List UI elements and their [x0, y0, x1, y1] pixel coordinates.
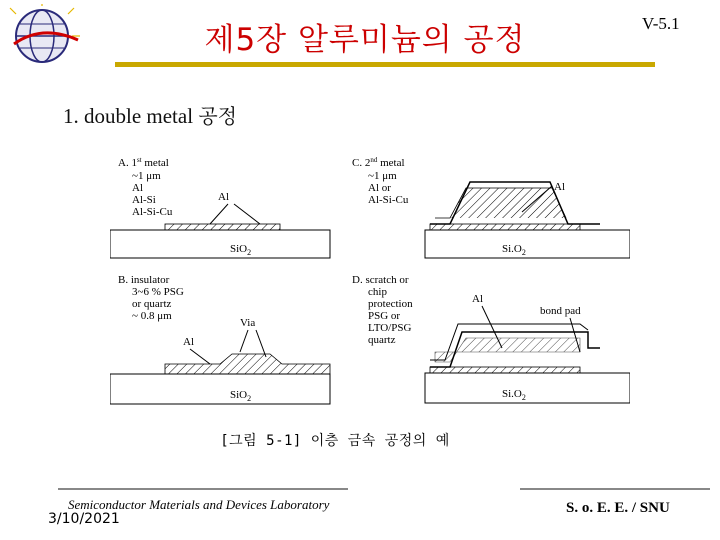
panel-c	[352, 156, 630, 258]
section-heading	[63, 100, 237, 129]
panel-d-line: protection	[368, 298, 413, 310]
panel-c-al-callout: Al	[554, 181, 565, 193]
panel-d-label: D. scratch or	[352, 274, 409, 286]
panel-a-line: Al	[132, 182, 143, 194]
panel-d-bond-pad-callout: bond pad	[540, 305, 581, 317]
panel-b-label: B. insulator	[118, 274, 170, 286]
panel-b	[110, 274, 330, 404]
smdl-globe-logo-icon	[8, 4, 82, 68]
double-metal-process-figure	[110, 152, 630, 410]
panel-d-line: quartz	[368, 334, 396, 346]
panel-d-line: PSG or	[368, 310, 401, 322]
panel-d-substrate: $Si.O_2$	[502, 388, 526, 402]
panel-a-line: Al-Si-Cu	[132, 206, 173, 218]
panel-c-line: Al-Si-Cu	[368, 194, 409, 206]
footer-rule-right	[520, 488, 710, 490]
title-underline	[115, 62, 655, 67]
panel-d-al-callout: Al	[472, 293, 483, 305]
panel-c-line: ~1 μm	[368, 170, 397, 182]
panel-c-line: Al or	[368, 182, 391, 194]
panel-a-label: A. 1st metal	[118, 156, 169, 169]
department-label: S. o. E. E. / SNU	[566, 500, 670, 516]
panel-a-line: ~1 μm	[132, 170, 161, 182]
panel-b-line: ~ 0.8 μm	[132, 310, 172, 322]
slide-title: 제5장 알루미늄의 공정	[204, 22, 526, 58]
section-title-en: double metal	[84, 104, 194, 128]
panel-b-al-callout: Al	[183, 336, 194, 348]
panel-a-line: Al-Si	[132, 194, 156, 206]
panel-b-via-callout: Via	[240, 317, 256, 329]
panel-a-al-callout: Al	[218, 191, 229, 203]
section-number: 1.	[63, 104, 79, 128]
panel-c-label: C. 2nd metal	[352, 156, 405, 169]
panel-b-line: 3~6 % PSG	[132, 286, 184, 298]
lab-name: Semiconductor Materials and Devices Laboratory	[68, 497, 330, 512]
slide-date: 3/10/2021	[48, 511, 120, 527]
panel-a	[110, 156, 330, 258]
figure-caption: [그림 5-1] 이층 금속 공정의 예	[220, 433, 450, 449]
panel-c-substrate: $Si.O_2$	[502, 243, 526, 257]
footer-rule-left	[58, 488, 348, 490]
panel-d-line: LTO/PSG	[368, 322, 412, 334]
panel-a-substrate: SiO$_2$	[230, 243, 252, 257]
panel-b-line: or quartz	[132, 298, 172, 310]
panel-d	[352, 274, 630, 403]
panel-d-line: chip	[368, 286, 387, 298]
page-number: V-5.1	[642, 14, 680, 33]
section-title-ko: 공정	[198, 104, 237, 128]
panel-b-substrate: SiO$_2$	[230, 389, 252, 403]
